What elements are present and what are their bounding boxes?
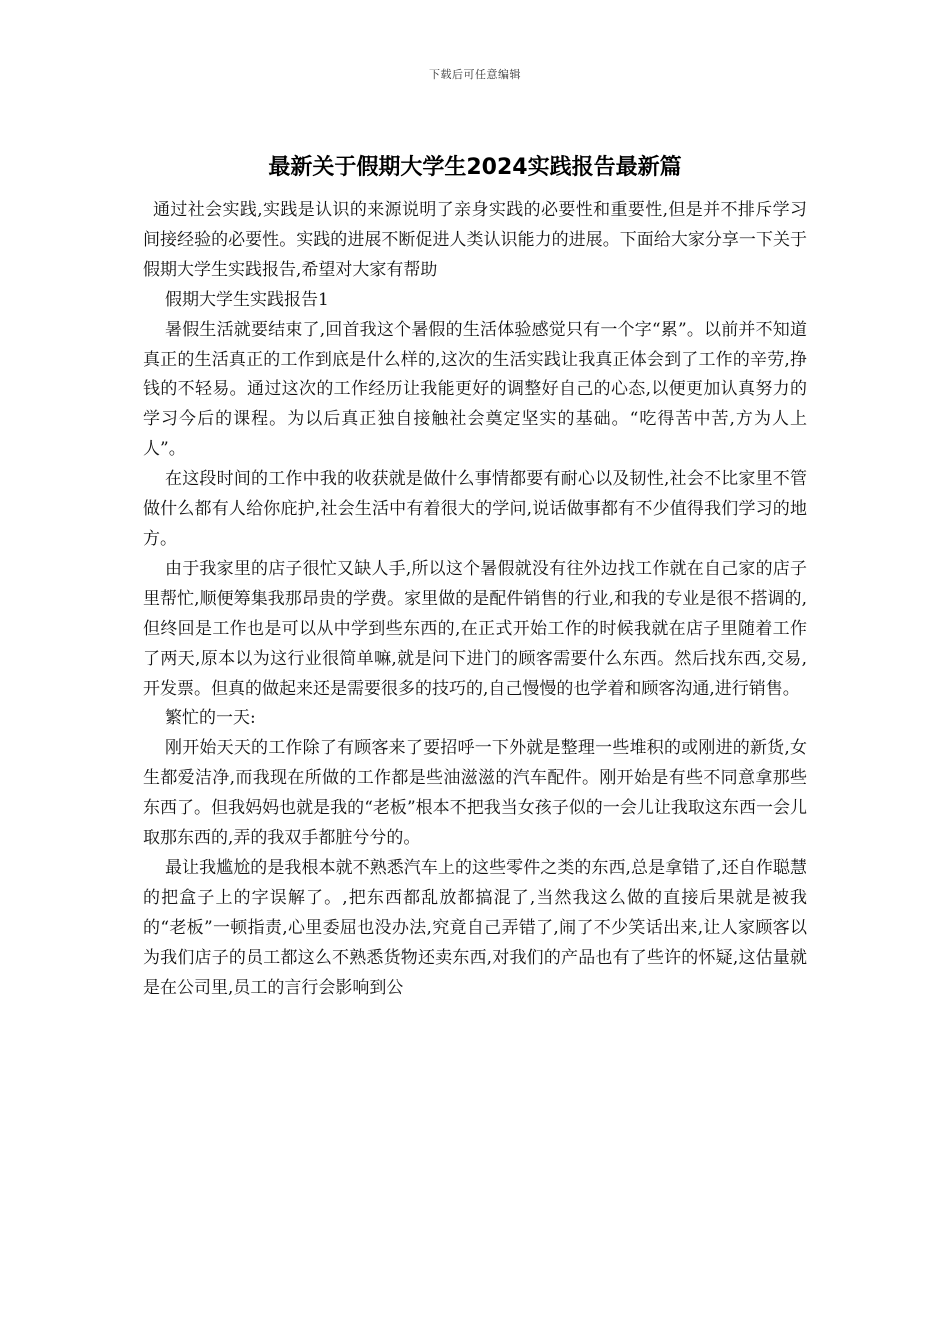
section-heading: 假期大学生实践报告1 [165,289,329,310]
body-paragraph: 刚开始天天的工作除了有顾客来了要招呼一下外就是整理一些堆积的或刚进的新货,女生都爱洁净,而我现在所做的工作都是些油滋滋的汽车配件。刚开始是有些不同意拿那些东西了。但我妈妈也就是我的“老板”根本不把我当女孩子似的一会儿让我取这东西一会儿取那东西的,弄的我双手都脏兮兮的。 [143,738,807,849]
body-paragraph: 暑假生活就要结束了,回首我这个暑假的生活体验感觉只有一个字“累”。以前并不知道真正的生活真正的工作到底是什么样的,这次的生活实践让我真正体会到了工作的辛劳,挣钱的不轻易。通过这次的工作经历让我能更好的调整好自己的心态,以便更加认真努力的学习今后的课程。为以后真正独自接触社会奠定坚实的基础。“吃得苦中苦,方为人上人”。 [143,319,807,460]
body-paragraph: 在这段时间的工作中我的收获就是做什么事情都要有耐心以及韧性,社会不比家里不管做什么都有人给你庇护,社会生活中有着很大的学问,说话做事都有不少值得我们学习的地方。 [143,469,807,549]
document-title: 最新关于假期大学生2024实践报告最新篇 [268,155,682,180]
subheading: 繁忙的一天: [165,708,256,729]
header-note: 下载后可任意编辑 [429,68,521,81]
body-paragraph: 最让我尴尬的是我根本就不熟悉汽车上的这些零件之类的东西,总是拿错了,还自作聪慧的把盒子上的字误解了。,把东西都乱放都搞混了,当然我这么做的直接后果就是被我的“老板”一顿指责,心里委屈也没办法,究竟自己弄错了,闹了不少笑话出来,让人家顾客以为我们店子的员工都这么不熟悉货物还卖东西,对我们的产品也有了些许的怀疑,这估量就是在公司里,员工的言行会影响到公 [143,857,807,998]
intro-paragraph: 通过社会实践,实践是认识的来源说明了亲身实践的必要性和重要性,但是并不排斥学习间接经验的必要性。实践的进展不断促进人类认识能力的进展。下面给大家分享一下关于假期大学生实践报告,希望对大家有帮助 [143,200,807,280]
document-body [143,196,807,1003]
body-paragraph: 由于我家里的店子很忙又缺人手,所以这个暑假就没有往外边找工作就在自己家的店子里帮忙,顺便筹集我那昂贵的学费。家里做的是配件销售的行业,和我的专业是很不搭调的,但终回是工作也是可以从中学到些东西的,在正式开始工作的时候我就在店子里随着工作了两天,原本以为这行业很简单嘛,就是问下进门的顾客需要什么东西。然后找东西,交易,开发票。但真的做起来还是需要很多的技巧的,自己慢慢的也学着和顾客沟通,进行销售。 [143,558,807,699]
